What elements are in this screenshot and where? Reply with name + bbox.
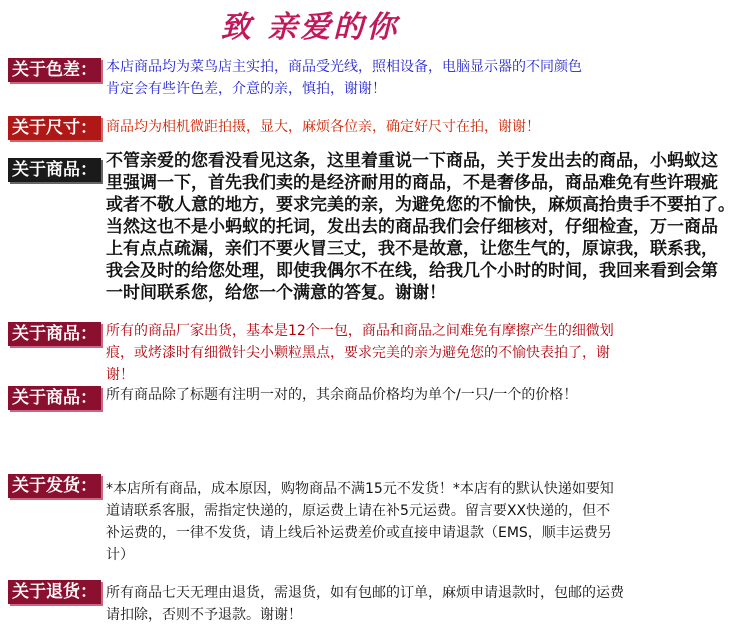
- section-text-product-2: [106, 320, 742, 386]
- text-line: 我会及时的给您处理，即使我偶尔不在线，给我几个小时的时间，我回来看到会第: [106, 261, 718, 281]
- text-line: 请扣除，否则不予退款。谢谢！: [106, 607, 302, 623]
- text-line: 一时间联系您，给您一个满意的答复。谢谢！: [106, 283, 446, 303]
- text-line: *本店所有商品，成本原因，购物商品不满15元不发货！*本店有的默认快递如要知: [106, 481, 614, 497]
- section-text-shipping: [106, 478, 742, 566]
- section-label-color: 关于色差：: [8, 58, 101, 82]
- section-text-product-3: [106, 384, 742, 406]
- text-line: 补运费的，一律不发货，请上线后补运费差价或直接申请退款（EMS，顺丰运费另: [106, 525, 612, 541]
- section-text-product: [106, 150, 742, 304]
- section-label-shipping: 关于发货：: [8, 474, 101, 498]
- section-text-size: [106, 116, 742, 138]
- text-line: 上有点点疏漏，亲们不要火冒三丈，我不是故意，让您生气的，原谅我，联系我，: [106, 239, 718, 259]
- text-line: 道请联系客服，需指定快递的，原运费上请在补5元运费。留言要XX快递的，但不: [106, 503, 611, 519]
- section-text-color: [106, 56, 742, 100]
- text-line: 当然这也不是小蚂蚁的托词，发出去的商品我们会仔细核对，仔细检查，万一商品: [106, 217, 718, 237]
- text-line: 所有商品除了标题有注明一对的，其余商品价格均为单个/一只/一个的价格！: [106, 387, 578, 403]
- text-line: 商品均为相机微距拍摄，显大，麻烦各位亲，确定好尺寸在拍，谢谢！: [106, 119, 540, 135]
- section-label-returns: 关于退货：: [8, 580, 101, 604]
- text-line: 或者不敬人意的地方，要求完美的亲，为避免您的不愉快，麻烦高抬贵手不要拍了。: [106, 195, 735, 215]
- section-label-product-2: 关于商品：: [8, 322, 101, 346]
- text-line: 不管亲爱的您看没看见这条，这里着重说一下商品，关于发出去的商品，小蚂蚁这: [106, 151, 718, 171]
- section-label-product-3: 关于商品：: [8, 386, 101, 410]
- text-line: 所有的商品厂家出货，基本是12个一包，商品和商品之间难免有摩擦产生的细微划: [106, 323, 614, 339]
- text-line: 本店商品均为菜鸟店主实拍，商品受光线，照相设备，电脑显示器的不同颜色: [106, 59, 582, 75]
- section-label-size: 关于尺寸：: [8, 116, 101, 140]
- text-line: 谢！: [106, 367, 134, 383]
- text-line: 所有商品七天无理由退货，需退货，如有包邮的订单，麻烦申请退款时，包邮的运费: [106, 585, 624, 601]
- section-label-product: 关于商品：: [8, 158, 101, 182]
- text-line: 痕，或烤漆时有细微针尖小颗粒黑点，要求完美的亲为避免您的不愉快表拍了，谢: [106, 345, 610, 361]
- page-title: 致 亲爱的你: [220, 10, 400, 45]
- text-line: 里强调一下，首先我们卖的是经济耐用的商品，不是奢侈品，商品难免有些许瑕疵: [106, 173, 718, 193]
- text-line: 肯定会有些许色差，介意的亲，慎拍，谢谢！: [106, 81, 386, 97]
- section-text-returns: [106, 582, 742, 626]
- text-line: 计）: [106, 547, 134, 563]
